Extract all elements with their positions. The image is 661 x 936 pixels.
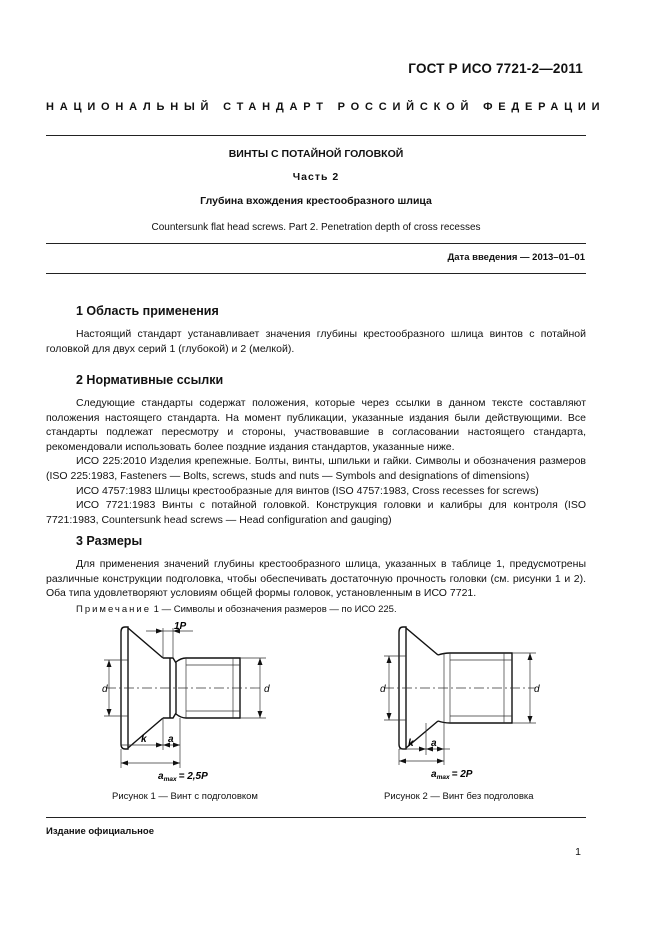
paragraph: Следующие стандарты содержат положения, которые через ссылки в данном тексте составляют положения настоящего стандарта. На момент публикации, указанные издания были действующими. Все стандарты подлежат пересмотру и стороны, участвовавшие в согласовании настоящего стандарта, рекомендовали использовать более поздние издания стандартов, указанные ниже. xyxy=(46,397,586,453)
section-2-heading: 2 Нормативные ссылки xyxy=(76,373,224,387)
header-divider xyxy=(46,135,586,136)
dimension-d-right: d xyxy=(264,684,270,695)
introduction-date: Дата введения — 2013–01–01 xyxy=(447,252,585,263)
dimension-a: a xyxy=(431,738,437,749)
date-divider xyxy=(46,273,586,274)
dimension-1p: 1P xyxy=(174,621,187,632)
dimension-a: a xyxy=(168,734,174,745)
dimension-k: k xyxy=(408,738,414,749)
amax-value: = 2,5P xyxy=(178,771,208,782)
amax-a: a xyxy=(158,771,164,782)
figure-2-caption: Рисунок 2 — Винт без подголовка xyxy=(384,791,534,802)
note-label: Примечание xyxy=(76,604,151,615)
amax-a: a xyxy=(431,769,437,780)
amax-sub: max xyxy=(163,776,177,783)
section-2-body xyxy=(46,396,586,527)
section-1-heading: 1 Область применения xyxy=(76,304,219,318)
amax-value: = 2P xyxy=(451,769,473,780)
section-3-heading: 3 Размеры xyxy=(76,534,143,548)
section-3-body xyxy=(46,557,586,601)
document-part: Часть 2 xyxy=(292,171,340,183)
dimension-d-left: d xyxy=(380,684,386,695)
paragraph: Для применения значений глубины крестообразного шлица, указанных в таблице 1, предусмотрены различные конструкции подголовка, чтобы обеспечивать достаточную прочность головки (см. рисунки 1 и 2). Оба типа удовлетворяют условиям общей формы головок, установленным в ИСО 7721. xyxy=(46,558,586,600)
figure-2-drawing xyxy=(370,618,550,784)
reference-iso-4757: ИСО 4757:1983 Шлицы крестообразные для винтов (ISO 4757:1983, Cross recesses for screws) xyxy=(76,484,539,497)
note xyxy=(76,604,397,615)
figure-1-drawing xyxy=(88,618,288,784)
dimension-k: k xyxy=(141,734,147,745)
page-number: 1 xyxy=(575,846,581,858)
reference-iso-225: ИСО 225:2010 Изделия крепежные. Болты, винты, шпильки и гайки. Символы и обозначения размеров (ISO 225:1983, Fasteners — Bolts, screws, studs and nuts — Symbols and designations of dimensions) xyxy=(46,455,586,482)
amax-sub: max xyxy=(436,774,450,781)
document-subtitle: Глубина вхождения крестообразного шлица xyxy=(200,195,432,207)
footer-divider xyxy=(46,817,586,818)
english-title: Countersunk flat head screws. Part 2. Penetration depth of cross recesses xyxy=(151,222,481,233)
document-title: ВИНТЫ С ПОТАЙНОЙ ГОЛОВКОЙ xyxy=(228,148,404,160)
title-divider xyxy=(46,243,586,244)
amax-formula xyxy=(431,769,473,781)
reference-iso-7721: ИСО 7721:1983 Винты с потайной головкой. Конструкция головки и калибры для контроля (ISO 7721:1983, Countersunk head screws — Head configuration and gauging) xyxy=(46,499,586,526)
figure-1-caption: Рисунок 1 — Винт с подголовком xyxy=(112,791,258,802)
dimension-d-right: d xyxy=(534,684,540,695)
official-edition-label: Издание официальное xyxy=(46,826,154,837)
section-1-body xyxy=(46,327,586,356)
dimension-d-left: d xyxy=(102,684,108,695)
national-standard-banner: НАЦИОНАЛЬНЫЙ СТАНДАРТ РОССИЙСКОЙ ФЕДЕРАЦИИ xyxy=(46,101,606,113)
paragraph: Настоящий стандарт устанавливает значения глубины крестообразного шлица винтов с потайной головкой для двух серий 1 (глубокой) и 2 (мелкой). xyxy=(46,328,586,355)
note-text: 1 — Символы и обозначения размеров — по ИСО 225. xyxy=(153,604,397,615)
document-id: ГОСТ Р ИСО 7721-2—2011 xyxy=(408,61,583,76)
amax-formula xyxy=(158,771,208,783)
